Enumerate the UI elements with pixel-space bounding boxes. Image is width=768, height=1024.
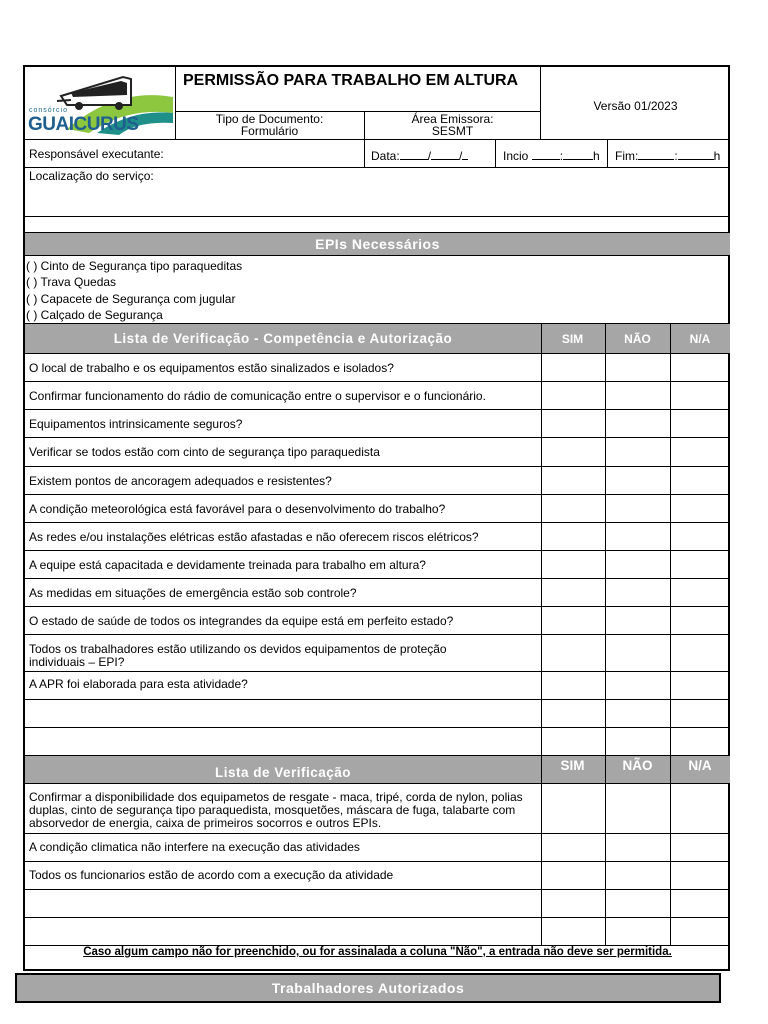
checklist1-question: Equipamentos intrinsicamente seguros?: [29, 417, 243, 431]
epis-title: EPIs Necessários: [315, 236, 440, 252]
start-time-field[interactable]: [503, 147, 600, 163]
checklist1-question: O local de trabalho e os equipamentos estão sinalizados e isolados?: [29, 361, 394, 375]
end-time-field[interactable]: [615, 147, 720, 163]
doc-type-value: Formulário: [240, 124, 299, 138]
area-value: SESMT: [431, 124, 474, 138]
checklist1-question: A equipe está capacitada e devidamente treinada para trabalho em altura?: [29, 558, 426, 572]
checklist2-question: A condição climatica não interfere na execução das atividades: [29, 840, 360, 854]
date-field[interactable]: [371, 147, 468, 163]
checklist1-col-sim: SIM: [561, 331, 584, 346]
responsavel-label: Responsável executante:: [29, 147, 164, 161]
area-label: Área Emissora:: [411, 112, 494, 126]
checklist1-question: As redes e/ou instalações elétricas estão afastadas e não oferecem riscos elétricos?: [29, 530, 479, 544]
checklist1-question: A condição meteorológica está favorável para o desenvolvimento do trabalho?: [29, 502, 446, 516]
company-logo: [27, 69, 175, 139]
date-sep-1: /: [427, 149, 432, 163]
version-label: Versão 01/2023: [593, 99, 678, 113]
epis-header: [25, 233, 730, 255]
checklist1-col-na: N/A: [689, 331, 711, 346]
checklist1-question: As medidas em situações de emergência estão sob controle?: [29, 586, 357, 600]
warning-text: Caso algum campo não for preenchido, ou for assinalada a coluna "Não", a entrada não deve ser permitida.: [83, 946, 672, 958]
date-sep-2: /: [459, 149, 463, 163]
checklist2-col-na: N/A: [688, 757, 712, 773]
checklist2-title: Lista de Verificação: [214, 765, 352, 780]
logo-text: GUAICURUS: [28, 114, 139, 135]
checklist2-col-nao: NÃO: [622, 757, 653, 773]
end-label: Fim:: [615, 149, 639, 163]
localizacao-label: Localização do serviço:: [29, 169, 154, 183]
checklist1-question: O estado de saúde de todos os integrandes da equipe está em perfeito estado?: [29, 614, 454, 628]
doc-type-label: Tipo de Documento:: [215, 112, 324, 126]
permit-form: [23, 65, 730, 971]
authorized-workers-title: Trabalhadores Autorizados: [271, 980, 465, 996]
checklist2-question: Todos os funcionarios estão de acordo com a execução da atividade: [29, 868, 394, 882]
checklist1-col-nao: NÃO: [624, 331, 651, 346]
checklist1-question: A APR foi elaborada para esta atividade?: [29, 677, 248, 691]
authorized-workers-header: [15, 973, 721, 1003]
form-title: PERMISSÃO PARA TRABALHO EM ALTURA: [183, 72, 519, 89]
end-hour-suffix: h: [713, 149, 721, 163]
date-label: Data:: [371, 149, 400, 163]
epi-item[interactable]: ( ) Trava Quedas: [26, 275, 117, 289]
checklist1-question: Confirmar funcionamento do rádio de comunicação entre o supervisor e o funcionário.: [29, 389, 486, 403]
checklist1-title: Lista de Verificação - Competência e Autorização: [113, 331, 453, 346]
checklist1-question: Todos os trabalhadores estão utilizando os devidos equipamentos de proteção individuais – EPI?: [29, 642, 447, 669]
checklist2-col-sim: SIM: [560, 757, 585, 773]
epi-item[interactable]: ( ) Cinto de Segurança tipo paraqueditas: [26, 259, 243, 273]
epi-item[interactable]: ( ) Capacete de Segurança com jugular: [26, 292, 236, 306]
end-sep: :: [674, 149, 678, 163]
start-hour-suffix: h: [593, 149, 600, 163]
start-label: Incio: [503, 149, 529, 163]
checklist2-question: Confirmar a disponibilidade dos equipametos de resgate - maca, tripé, corda de nylon, polias duplas, cinto de segurança tipo paraquedista, mosquetões, máscara de fuga, talabarte com absorvedor de energia, caixa de primeiros socorros e outros EPIs.: [29, 790, 523, 830]
logo-small-text: consórcio: [29, 107, 68, 114]
checklist1-question: Verificar se todos estão com cinto de segurança tipo paraquedista: [29, 445, 380, 459]
epi-item[interactable]: ( ) Calçado de Segurança: [26, 308, 163, 322]
start-sep: :: [559, 149, 564, 163]
checklist1-question: Existem pontos de ancoragem adequados e resistentes?: [29, 474, 332, 488]
